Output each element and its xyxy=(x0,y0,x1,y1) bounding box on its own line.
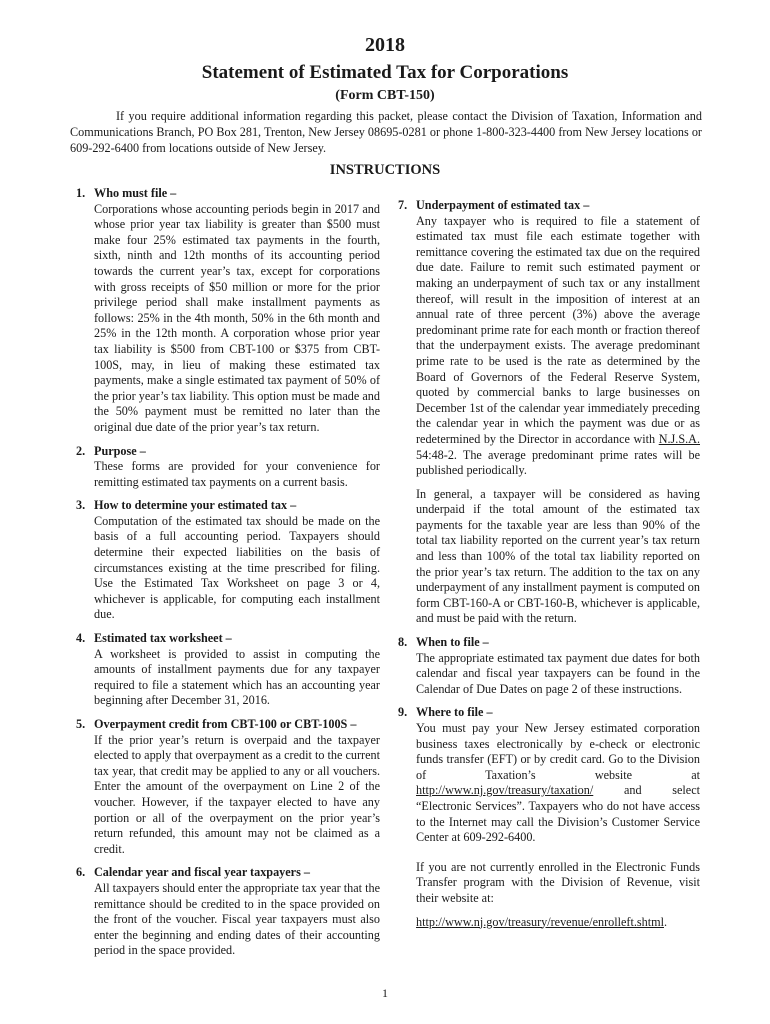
item-paragraph: In general, a taxpayer will be considered as having underpaid if the total amount of the estimated tax payments for the taxable year are less than 90% of the total tax liability reported on the current year’s tax return and less than 100% of the total tax liability reported on the prior year’s tax return. The addition to the tax on any underpayment of any installment payment is computed on form CBT-160-A or CBT-160-B, whichever is applicable, and must be paid with the return. xyxy=(416,486,700,626)
item-heading: Underpayment of estimated tax – xyxy=(416,198,590,212)
instruction-item-who-must-file xyxy=(76,186,380,436)
item-number: 8. xyxy=(398,635,408,650)
item-text: Corporations whose accounting periods begin in 2017 and whose prior year tax liability is greater than $500 must make four 25% estimated tax payments in the fourth, sixth, ninth and 12th months of its accounting period towards the current year’s tax, except for corporations with gross receipts of $50 million or more for the prior privilege period shall make installment payments as follows: 25% in the 4th month, 50% in the 6th month and 25% in the 12th month. A corporation whose prior year tax liability is $500 from CBT-100 or $375 from CBT-100S, may, in lieu of making these estimated tax payments, make a single estimated tax payment of 50% of the prior year’s tax liability. This option must be made and the 50% payment must be remitted no later than the original due date of the prior year’s tax return. xyxy=(94,201,380,434)
item-number: 2. xyxy=(76,443,86,458)
item-number: 3. xyxy=(76,498,86,513)
item-text: If the prior year’s return is overpaid and the taxpayer elected to apply that overpayment as a credit to the current tax year, that credit may be applied to any or all vouchers. Enter the amount of the overpayment on Line 2 of the voucher. However, if the taxpayer elected to have any portion or all of the overpayment on the prior year’s return refunded, this amount may not be claimed as a credit. xyxy=(94,732,380,856)
instruction-item-purpose xyxy=(76,444,380,491)
taxation-website-link[interactable]: http://www.nj.gov/treasury/taxation/ xyxy=(416,783,594,798)
item-number: 5. xyxy=(76,717,86,731)
left-column xyxy=(76,186,380,967)
document-title: Statement of Estimated Tax for Corporations xyxy=(201,62,569,83)
form-year: 2018 xyxy=(365,34,405,56)
item-number: 7. xyxy=(398,198,408,212)
instruction-item-where-to-file xyxy=(398,705,700,930)
item-text xyxy=(416,721,700,846)
item-text: A worksheet is provided to assist in computing the amounts of installment payments due for any taxpayer required to file a statement which has an accounting year beginning after December 31, 2016. xyxy=(94,646,380,708)
item-number: 9. xyxy=(398,705,408,720)
item-text: The appropriate estimated tax payment due dates for both calendar and fiscal year taxpayers can be found in the Calendar of Due Dates on page 2 of these instructions. xyxy=(416,650,700,696)
item-heading: Estimated tax worksheet – xyxy=(94,631,232,646)
instruction-item-overpayment-credit xyxy=(76,717,380,857)
instruction-item-calendar-fiscal xyxy=(76,865,380,959)
item-heading: Overpayment credit from CBT-100 or CBT-100S – xyxy=(94,717,357,731)
item-text: Computation of the estimated tax should be made on the basis of a full accounting period. Taxpayers should determine their expected liabilities on the basis of circumstances existing at the time prescribed for filing. Use the Estimated Tax Worksheet on page 3 or 4, whichever is applicable, for computing each installment due. xyxy=(94,513,380,622)
statute-citation: N.J.S.A. xyxy=(658,431,700,446)
item-text-part: Any taxpayer who is required to file a statement of estimated tax must file each estimate together with remittance covering the estimated tax due on the required due date. Failure to remit such estimated payment or making an underpayment of such tax or any installment thereof, will result in the imposition of interest at an annual rate of three percent (3%) above the average predominant prime rate for each month or fraction thereof that the underpayment exists. The average predominant prime rate to be used is the rate as determined by the Board of Governors of the Federal Reserve System, quoted by commercial banks to large businesses on December 1st of the calendar year immediately preceding the calendar year in which the payment was due or as redetermined by the Director in accordance with xyxy=(416,213,700,446)
item-heading: Purpose – xyxy=(94,443,146,458)
item-number: 6. xyxy=(76,865,86,880)
item-text: All taxpayers should enter the appropriate tax year that the remittance should be credited to in the space provided on the front of the voucher. Fiscal year taxpayers must also enter the beginning and ending dates of their accounting period in the space provided. xyxy=(94,880,380,958)
item-number: 4. xyxy=(76,631,86,646)
instruction-item-worksheet xyxy=(76,631,380,709)
item-heading: How to determine your estimated tax – xyxy=(94,498,297,513)
item-heading: Who must file – xyxy=(94,186,177,200)
item-text-part: 54:48-2. The average predominant prime rates will be published periodically. xyxy=(416,447,700,478)
enrollment-link-line xyxy=(416,915,700,931)
page-number: 1 xyxy=(382,986,388,1000)
instruction-item-when-to-file xyxy=(398,635,700,697)
instruction-item-underpayment xyxy=(398,198,700,627)
right-column xyxy=(398,198,700,938)
intro-paragraph: If you require additional information regarding this packet, please contact the Division of Taxation, Information and Communications Branch, PO Box 281, Trenton, New Jersey 08695-0281 or phone 1-800-323-4400 from New Jersey locations or 609-292-6400 from locations outside of New Jersey. xyxy=(70,109,702,155)
item-text-part: You must pay your New Jersey estimated corporation business taxes electronically by e-check or electronic funds transfer (EFT) or by credit card. Go to the Division of Taxation’s website at xyxy=(416,721,700,782)
instructions-heading: INSTRUCTIONS xyxy=(329,162,441,178)
item-text xyxy=(416,214,700,479)
item-heading: When to file – xyxy=(416,635,489,650)
instruction-item-determine-tax xyxy=(76,498,380,623)
item-heading: Calendar year and fiscal year taxpayers – xyxy=(94,865,310,880)
form-number: (Form CBT-150) xyxy=(335,88,435,103)
item-number: 1. xyxy=(76,186,86,200)
link-suffix: . xyxy=(663,914,668,929)
item-text: These forms are provided for your convenience for remitting estimated tax payments on a current basis. xyxy=(94,459,380,489)
revenue-enrollment-link[interactable]: http://www.nj.gov/treasury/revenue/enrolleft.shtml xyxy=(416,914,664,929)
item-text-part: and select “Electronic Services”. Taxpayers who do not have access to the Internet may call the Division’s Customer Service Center at 609-292-6400. xyxy=(416,783,700,845)
item-heading: Where to file – xyxy=(416,705,493,720)
item-paragraph: If you are not currently enrolled in the Electronic Funds Transfer program with the Division of Revenue, visit their website at: xyxy=(416,859,700,905)
